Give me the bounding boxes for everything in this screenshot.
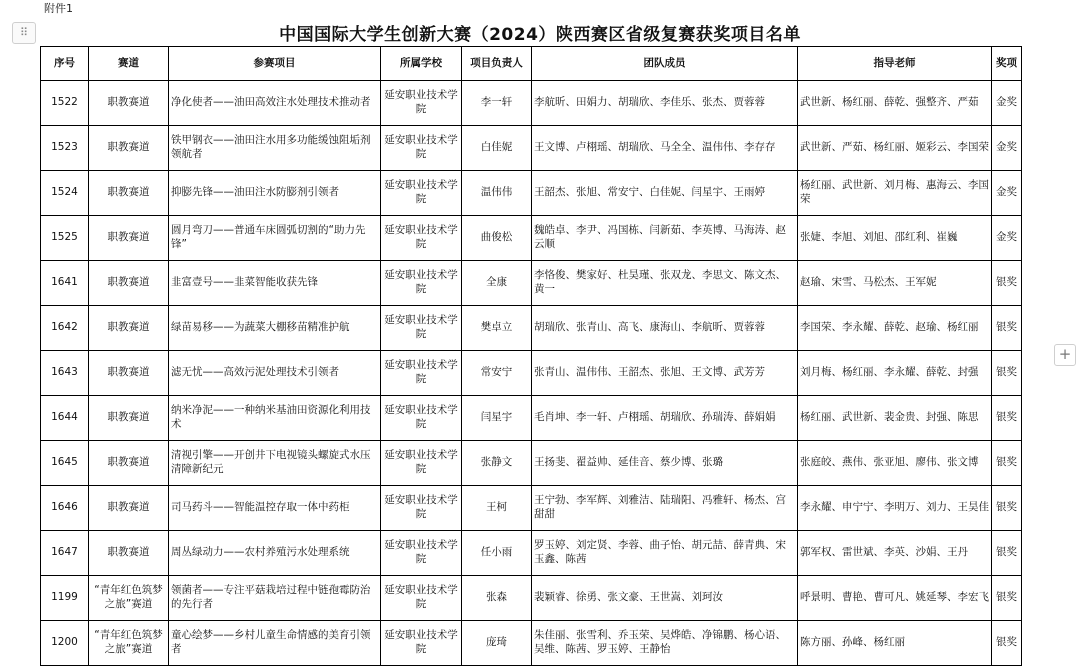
cell-advisors: 张婕、李旭、刘旭、邵红利、崔巍: [798, 216, 992, 261]
cell-project: 净化使者——油田高效注水处理技术推动者: [169, 81, 381, 126]
cell-advisors: 呼景明、曹艳、曹可凡、姚延琴、李宏飞: [798, 576, 992, 621]
cell-advisors: 郭军权、雷世斌、李英、沙娟、王丹: [798, 531, 992, 576]
cell-no: 1523: [41, 126, 89, 171]
cell-members: 王文博、卢栩瑶、胡瑞欣、马全全、温伟伟、李存存: [532, 126, 798, 171]
table-row: [41, 306, 1022, 351]
cell-project: 周丛绿动力——农村养殖污水处理系统: [169, 531, 381, 576]
cell-track: 职教赛道: [89, 486, 169, 531]
cell-project: 韭富壹号——韭菜智能收获先锋: [169, 261, 381, 306]
cell-award: 银奖: [992, 621, 1022, 666]
cell-award: 金奖: [992, 216, 1022, 261]
cell-award: 银奖: [992, 306, 1022, 351]
cell-school: 延安职业技术学院: [381, 351, 462, 396]
cell-no: 1643: [41, 351, 89, 396]
cell-award: 银奖: [992, 576, 1022, 621]
cell-members: 朱佳丽、张雪利、乔玉荣、吴烨皓、净锦鹏、杨心语、吴维、陈茜、罗玉婷、王静怡: [532, 621, 798, 666]
cell-track: 职教赛道: [89, 126, 169, 171]
cell-no: 1525: [41, 216, 89, 261]
table-row: [41, 576, 1022, 621]
cell-track: 职教赛道: [89, 306, 169, 351]
cell-no: 1199: [41, 576, 89, 621]
cell-leader: 张静文: [462, 441, 532, 486]
header-award: 奖项: [992, 47, 1022, 81]
award-table: [40, 46, 1022, 666]
cell-leader: 王柯: [462, 486, 532, 531]
cell-advisors: 武世新、杨红丽、薛乾、强整齐、严茹: [798, 81, 992, 126]
cell-track: 职教赛道: [89, 81, 169, 126]
cell-members: 裴颖睿、徐勇、张文豪、王世嵩、刘珂汝: [532, 576, 798, 621]
cell-advisors: 杨红丽、武世新、刘月梅、惠海云、李国荣: [798, 171, 992, 216]
add-column-button[interactable]: +: [1054, 344, 1076, 366]
cell-award: 银奖: [992, 261, 1022, 306]
cell-no: 1642: [41, 306, 89, 351]
cell-members: 王宁勃、李军辉、刘雅洁、陆瑞阳、冯雅轩、杨杰、宫甜甜: [532, 486, 798, 531]
cell-project: 绿苗易移——为蔬菜大棚移苗精准护航: [169, 306, 381, 351]
cell-school: 延安职业技术学院: [381, 486, 462, 531]
cell-school: 延安职业技术学院: [381, 81, 462, 126]
cell-school: 延安职业技术学院: [381, 126, 462, 171]
cell-advisors: 武世新、严茹、杨红丽、姬彩云、李国荣: [798, 126, 992, 171]
cell-leader: 白佳妮: [462, 126, 532, 171]
cell-track: 职教赛道: [89, 441, 169, 486]
cell-no: 1641: [41, 261, 89, 306]
cell-advisors: 李永耀、申宁宁、李明万、刘力、王昊佳: [798, 486, 992, 531]
cell-leader: 常安宁: [462, 351, 532, 396]
cell-members: 李航昕、田娟力、胡瑞欣、李佳乐、张杰、贾蓉蓉: [532, 81, 798, 126]
table-row: [41, 621, 1022, 666]
cell-no: 1646: [41, 486, 89, 531]
cell-project: 司马药斗——智能温控存取一体中药柜: [169, 486, 381, 531]
cell-leader: 庞琦: [462, 621, 532, 666]
cell-leader: 曲俊松: [462, 216, 532, 261]
table-row: [41, 351, 1022, 396]
table-row: [41, 441, 1022, 486]
cell-award: 银奖: [992, 486, 1022, 531]
cell-members: 胡瑞欣、张青山、高飞、康海山、李航昕、贾蓉蓉: [532, 306, 798, 351]
document-title: 中国国际大学生创新大赛（2024）陕西赛区省级复赛获奖项目名单: [279, 25, 801, 45]
cell-leader: 樊卓立: [462, 306, 532, 351]
attachment-label: 附件1: [44, 2, 73, 15]
cell-project: 清视引擎——开创井下电视镜头螺旋式水压清障新纪元: [169, 441, 381, 486]
cell-project: 领菌者——专注平菇栽培过程中链孢霉防治的先行者: [169, 576, 381, 621]
cell-award: 银奖: [992, 531, 1022, 576]
cell-school: 延安职业技术学院: [381, 441, 462, 486]
cell-track: 职教赛道: [89, 261, 169, 306]
header-leader: 项目负责人: [462, 47, 532, 81]
cell-project: 抑膨先锋——油田注水防膨剂引领者: [169, 171, 381, 216]
cell-no: 1200: [41, 621, 89, 666]
cell-award: 金奖: [992, 126, 1022, 171]
cell-project: 童心绘梦——乡村儿童生命情感的美育引领者: [169, 621, 381, 666]
cell-track: 职教赛道: [89, 351, 169, 396]
cell-leader: 张森: [462, 576, 532, 621]
table-row: [41, 81, 1022, 126]
cell-leader: 温伟伟: [462, 171, 532, 216]
cell-members: 张青山、温伟伟、王韶杰、张旭、王文博、武芳芳: [532, 351, 798, 396]
table-row: [41, 171, 1022, 216]
cell-leader: 全康: [462, 261, 532, 306]
cell-track: 职教赛道: [89, 531, 169, 576]
header-project: 参赛项目: [169, 47, 381, 81]
cell-school: 延安职业技术学院: [381, 171, 462, 216]
header-no: 序号: [41, 47, 89, 81]
cell-leader: 任小雨: [462, 531, 532, 576]
cell-advisors: 李国荣、李永耀、薛乾、赵瑜、杨红丽: [798, 306, 992, 351]
cell-track: “青年红色筑梦之旅”赛道: [89, 576, 169, 621]
cell-award: 金奖: [992, 81, 1022, 126]
cell-members: 王韶杰、张旭、常安宁、白佳妮、闫星宇、王雨婷: [532, 171, 798, 216]
cell-advisors: 赵瑜、宋雪、马松杰、王军妮: [798, 261, 992, 306]
cell-track: 职教赛道: [89, 216, 169, 261]
cell-award: 银奖: [992, 441, 1022, 486]
cell-award: 银奖: [992, 396, 1022, 441]
cell-members: 魏皓卓、李尹、冯国栋、闫新茹、李英博、马海涛、赵云顺: [532, 216, 798, 261]
cell-project: 纳米净泥——一种纳米基油田资源化利用技术: [169, 396, 381, 441]
cell-project: 铁甲钢衣——油田注水用多功能缓蚀阻垢剂领航者: [169, 126, 381, 171]
cell-no: 1647: [41, 531, 89, 576]
cell-award: 银奖: [992, 351, 1022, 396]
cell-members: 罗玉婷、刘定贤、李蓉、曲子怡、胡元喆、薛青典、宋玉鑫、陈茜: [532, 531, 798, 576]
cell-advisors: 张庭皎、燕伟、张亚旭、廖伟、张文博: [798, 441, 992, 486]
cell-school: 延安职业技术学院: [381, 576, 462, 621]
cell-project: 圆月弯刀——普通车床圆弧切割的“助力先锋”: [169, 216, 381, 261]
drag-handle-icon[interactable]: ⠿: [12, 22, 36, 44]
cell-school: 延安职业技术学院: [381, 621, 462, 666]
cell-leader: 李一轩: [462, 81, 532, 126]
cell-members: 毛肖坤、李一轩、卢栩瑶、胡瑞欣、孙瑞涛、薛娟娟: [532, 396, 798, 441]
cell-advisors: 杨红丽、武世新、裴金贵、封强、陈思: [798, 396, 992, 441]
cell-school: 延安职业技术学院: [381, 396, 462, 441]
cell-track: 职教赛道: [89, 171, 169, 216]
cell-track: 职教赛道: [89, 396, 169, 441]
cell-no: 1645: [41, 441, 89, 486]
cell-no: 1644: [41, 396, 89, 441]
cell-no: 1522: [41, 81, 89, 126]
cell-advisors: 陈方丽、孙峰、杨红丽: [798, 621, 992, 666]
cell-advisors: 刘月梅、杨红丽、李永耀、薛乾、封强: [798, 351, 992, 396]
cell-members: 李恪俊、樊家好、杜昊瑾、张双龙、李思文、陈文杰、黄一: [532, 261, 798, 306]
cell-school: 延安职业技术学院: [381, 306, 462, 351]
cell-school: 延安职业技术学院: [381, 531, 462, 576]
table-row: [41, 126, 1022, 171]
cell-project: 滤无忧——高效污泥处理技术引领者: [169, 351, 381, 396]
header-members: 团队成员: [532, 47, 798, 81]
cell-members: 王扬斐、翟益帅、延佳音、蔡少博、张璐: [532, 441, 798, 486]
table-header-row: [41, 47, 1022, 81]
cell-leader: 闫星宇: [462, 396, 532, 441]
table-row: [41, 216, 1022, 261]
table-row: [41, 486, 1022, 531]
cell-school: 延安职业技术学院: [381, 261, 462, 306]
cell-school: 延安职业技术学院: [381, 216, 462, 261]
cell-track: “青年红色筑梦之旅”赛道: [89, 621, 169, 666]
cell-award: 金奖: [992, 171, 1022, 216]
table-row: [41, 531, 1022, 576]
table-row: [41, 261, 1022, 306]
header-track: 赛道: [89, 47, 169, 81]
table-row: [41, 396, 1022, 441]
header-school: 所属学校: [381, 47, 462, 81]
header-advisors: 指导老师: [798, 47, 992, 81]
cell-no: 1524: [41, 171, 89, 216]
